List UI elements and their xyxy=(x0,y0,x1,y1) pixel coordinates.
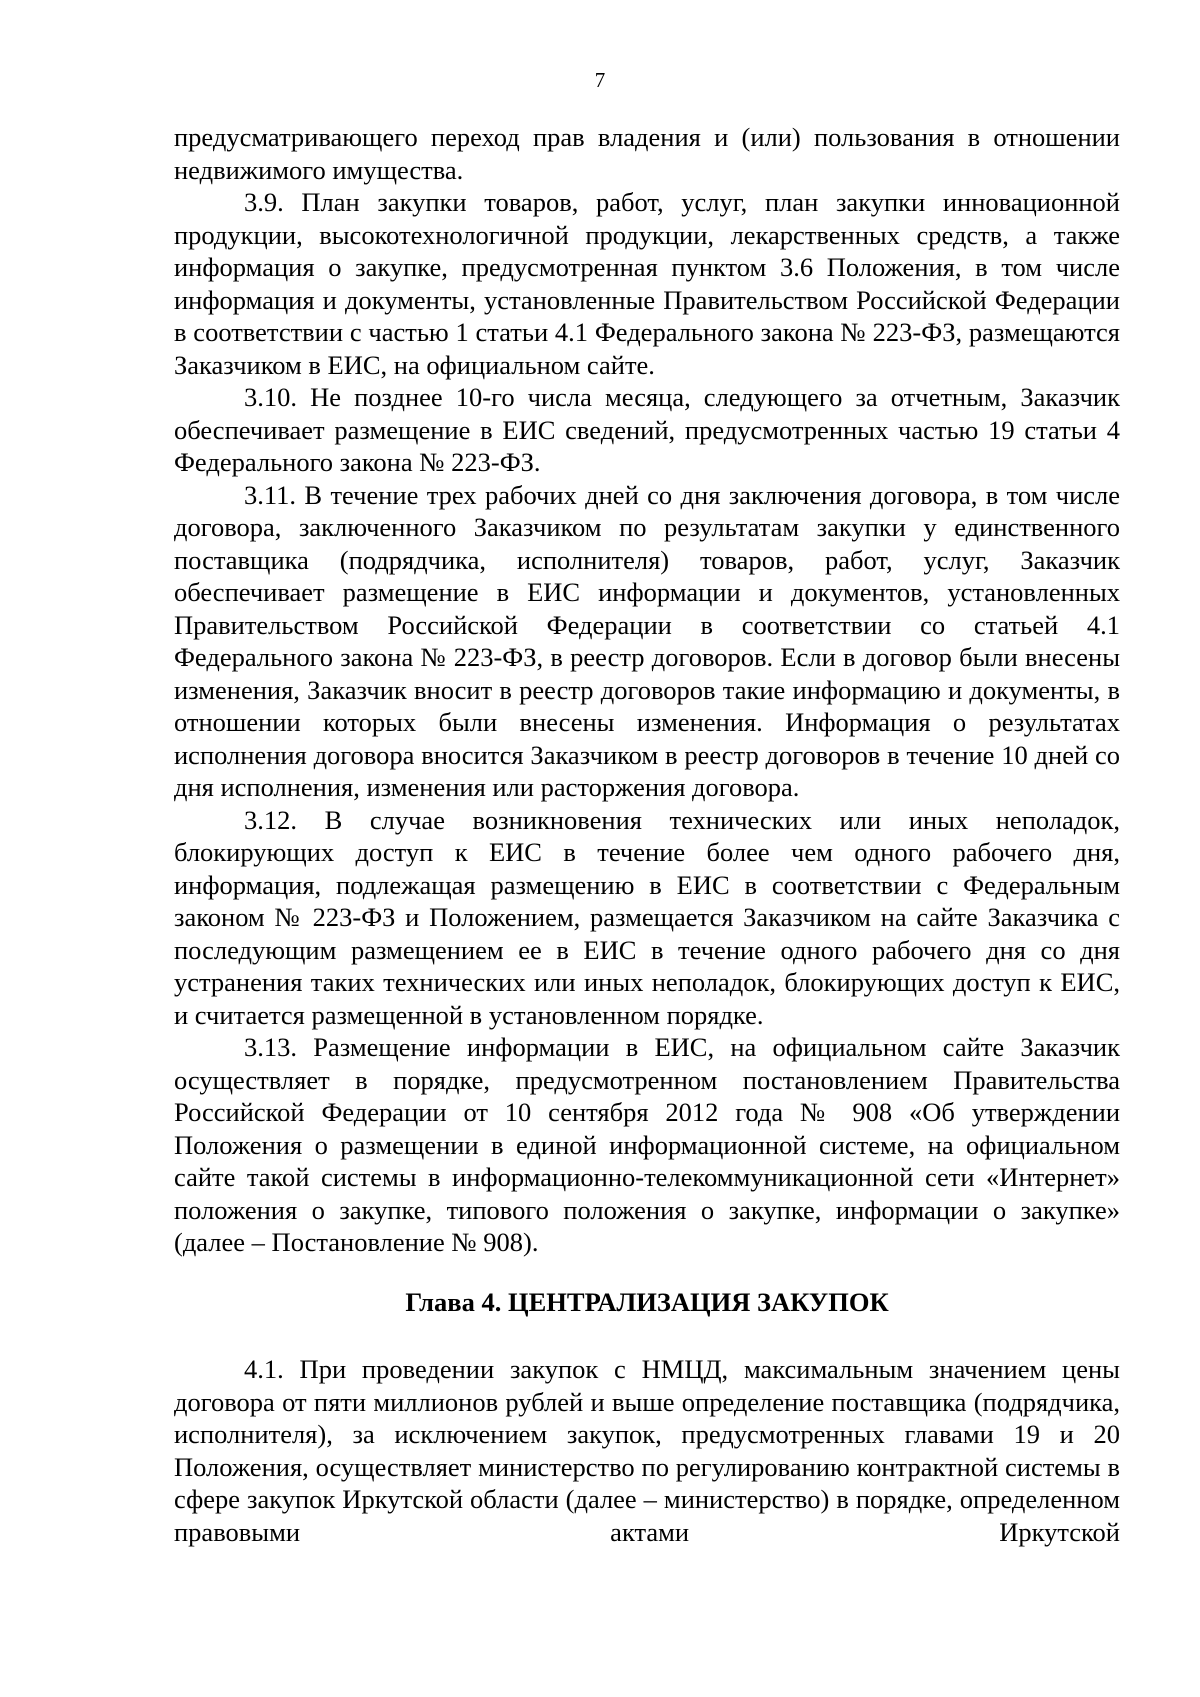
chapter-heading: Глава 4. ЦЕНТРАЛИЗАЦИЯ ЗАКУПОК xyxy=(405,1286,889,1317)
paragraph-continuation: предусматривающего переход прав владения и (или) пользования в отношении недвижимого имущества. xyxy=(174,122,1120,185)
paragraph-3-10: 3.10. Не позднее 10-го числа месяца, следующего за отчетным, Заказчик обеспечивает размещение в ЕИС сведений, предусмотренных частью 19 статьи 4 Федерального закона № 223-ФЗ. xyxy=(174,382,1120,477)
paragraph-3-9: 3.9. План закупки товаров, работ, услуг, план закупки инновационной продукции, высокотехнологичной продукции, лекарственных средств, а также информация о закупке, предусмотренная пунктом 3.6 Положения, в том числе информация и документы, установленные Правительством Российской Федерации в соответствии с частью 1 статьи 4.1 Федерального закона № 223-ФЗ, размещаются Заказчиком в ЕИС, на официальном сайте. xyxy=(174,187,1120,380)
paragraph-4-1: 4.1. При проведении закупок с НМЦД, максимальным значением цены договора от пяти миллионов рублей и выше определение поставщика (подрядчика, исполнителя), за исключением закупок, предусмотренных главами 19 и 20 Положения, осуществляет министерство по регулированию контрактной системы в сфере закупок Иркутской области (далее – министерство) в порядке, определенном правовыми актами Иркутской xyxy=(174,1354,1120,1547)
paragraph-3-12: 3.12. В случае возникновения технических или иных неполадок, блокирующих доступ к ЕИС в течение более чем одного рабочего дня, информация, подлежащая размещению в ЕИС в соответствии с Федеральным законом № 223-ФЗ и Положением, размещается Заказчиком на сайте Заказчика с последующим размещением ее в ЕИС в течение одного рабочего дня со дня устранения таких технических или иных неполадок, блокирующих доступ к ЕИС, и считается размещенной в установленном порядке. xyxy=(174,804,1120,1030)
document-body xyxy=(174,121,1120,1548)
page-number: 7 xyxy=(594,68,606,92)
paragraph-3-13: 3.13. Размещение информации в ЕИС, на официальном сайте Заказчик осуществляет в порядке, предусмотренном постановлением Правительства Российской Федерации от 10 сентября 2012 года № 908 «Об утверждении Положения о размещении в единой информационной системе, на официальном сайте такой системы в информационно-телекоммуникационной сети «Интернет» положения о закупке, типового положения о закупке, информации о закупке» (далее – Постановление № 908). xyxy=(174,1032,1120,1257)
paragraph-3-11: 3.11. В течение трех рабочих дней со дня заключения договора, в том числе договора, заключенного Заказчиком по результатам закупки у единственного поставщика (подрядчика, исполнителя) товаров, работ, услуг, Заказчик обеспечивает размещение в ЕИС информации и документов, установленных Правительством Российской Федерации в соответствии со статьей 4.1 Федерального закона № 223-ФЗ, в реестр договоров. Если в договор были внесены изменения, Заказчик вносит в реестр договоров такие информацию и документы, в отношении которых были внесены изменения. Информация о результатах исполнения договора вносится Заказчиком в реестр договоров в течение 10 дней со дня исполнения, изменения или расторжения договора. xyxy=(174,479,1120,802)
